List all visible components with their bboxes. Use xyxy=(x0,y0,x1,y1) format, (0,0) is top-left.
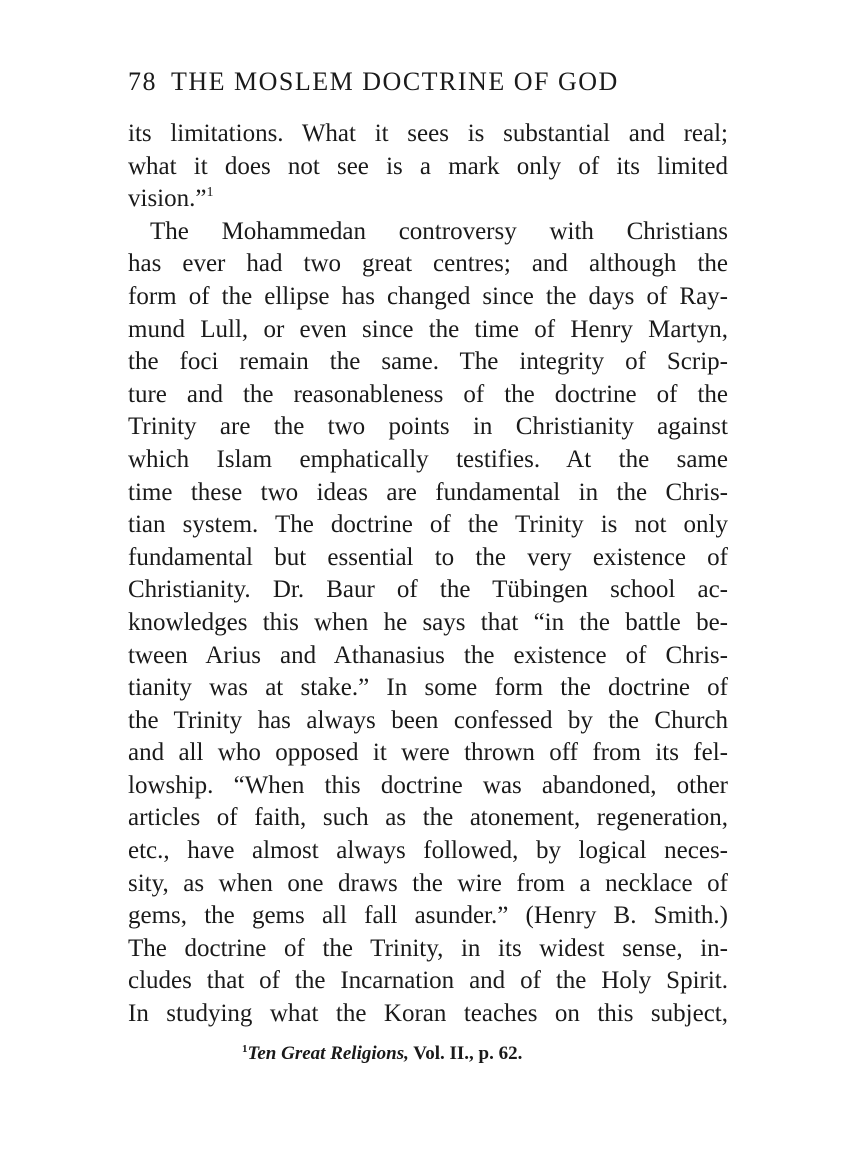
text-line: lowship. “When this doctrine was abandoned, other xyxy=(128,771,728,799)
text-line xyxy=(128,183,728,216)
text-line: tianity was at stake.” In some form the doctrine of xyxy=(128,674,728,702)
text-line: has ever had two great centres; and although the xyxy=(128,250,728,278)
running-title: THE MOSLEM DOCTRINE OF GOD xyxy=(171,67,619,96)
text-line: the foci remain the same. The integrity of Scrip- xyxy=(128,348,728,376)
footnote-citation: Vol. II., p. 62. xyxy=(408,1043,523,1064)
paragraph-first-line: The Mohammedan controversy with Christians xyxy=(150,217,728,245)
text-line: tween Arius and Athanasius the existence of Chris- xyxy=(128,641,728,669)
page-number: 78 xyxy=(128,67,157,96)
text-line: knowledges this when he says that “in the battle be- xyxy=(128,608,728,636)
body-text xyxy=(128,118,728,1031)
text-line: cludes that of the Incarnation and of the Holy Spirit. xyxy=(128,967,728,995)
text-line: what it does not see is a mark only of its limited xyxy=(128,152,728,180)
text-line: its limitations. What it sees is substantial and real; xyxy=(128,120,728,147)
text-line-content: vision.” xyxy=(128,185,207,213)
footnote-marker: 1 xyxy=(242,1043,248,1055)
text-line: the Trinity has always been confessed by the Church xyxy=(128,706,728,734)
running-header xyxy=(128,66,748,98)
text-line: form of the ellipse has changed since the days of Ray- xyxy=(128,282,728,310)
text-line: Trinity are the two points in Christianity against xyxy=(128,413,728,441)
text-line: Christianity. Dr. Baur of the Tübingen school ac- xyxy=(128,576,728,604)
text-line: time these two ideas are fundamental in the Chris- xyxy=(128,478,728,506)
text-line: tian system. The doctrine of the Trinity is not only xyxy=(128,511,728,539)
text-line: gems, the gems all fall asunder.” (Henry B. Smith.) xyxy=(128,902,728,930)
footnote xyxy=(242,1042,522,1066)
footnote-reference: 1 xyxy=(206,185,214,201)
text-line: ture and the reasonableness of the doctrine of the xyxy=(128,380,728,408)
text-line: fundamental but essential to the very existence of xyxy=(128,543,728,571)
text-line: In studying what the Koran teaches on this subject, xyxy=(128,1000,728,1028)
text-line: and all who opposed it were thrown off from its fel- xyxy=(128,739,728,767)
text-line: sity, as when one draws the wire from a necklace of xyxy=(128,869,728,897)
text-line: mund Lull, or even since the time of Henry Martyn, xyxy=(128,315,728,343)
text-line: articles of faith, such as the atonement, regeneration, xyxy=(128,804,728,832)
footnote-title: Ten Great Religions, xyxy=(247,1043,409,1064)
text-line: etc., have almost always followed, by logical neces- xyxy=(128,837,728,865)
text-line: which Islam emphatically testifies. At the same xyxy=(128,445,728,473)
text-line: The doctrine of the Trinity, in its widest sense, in- xyxy=(128,934,728,962)
